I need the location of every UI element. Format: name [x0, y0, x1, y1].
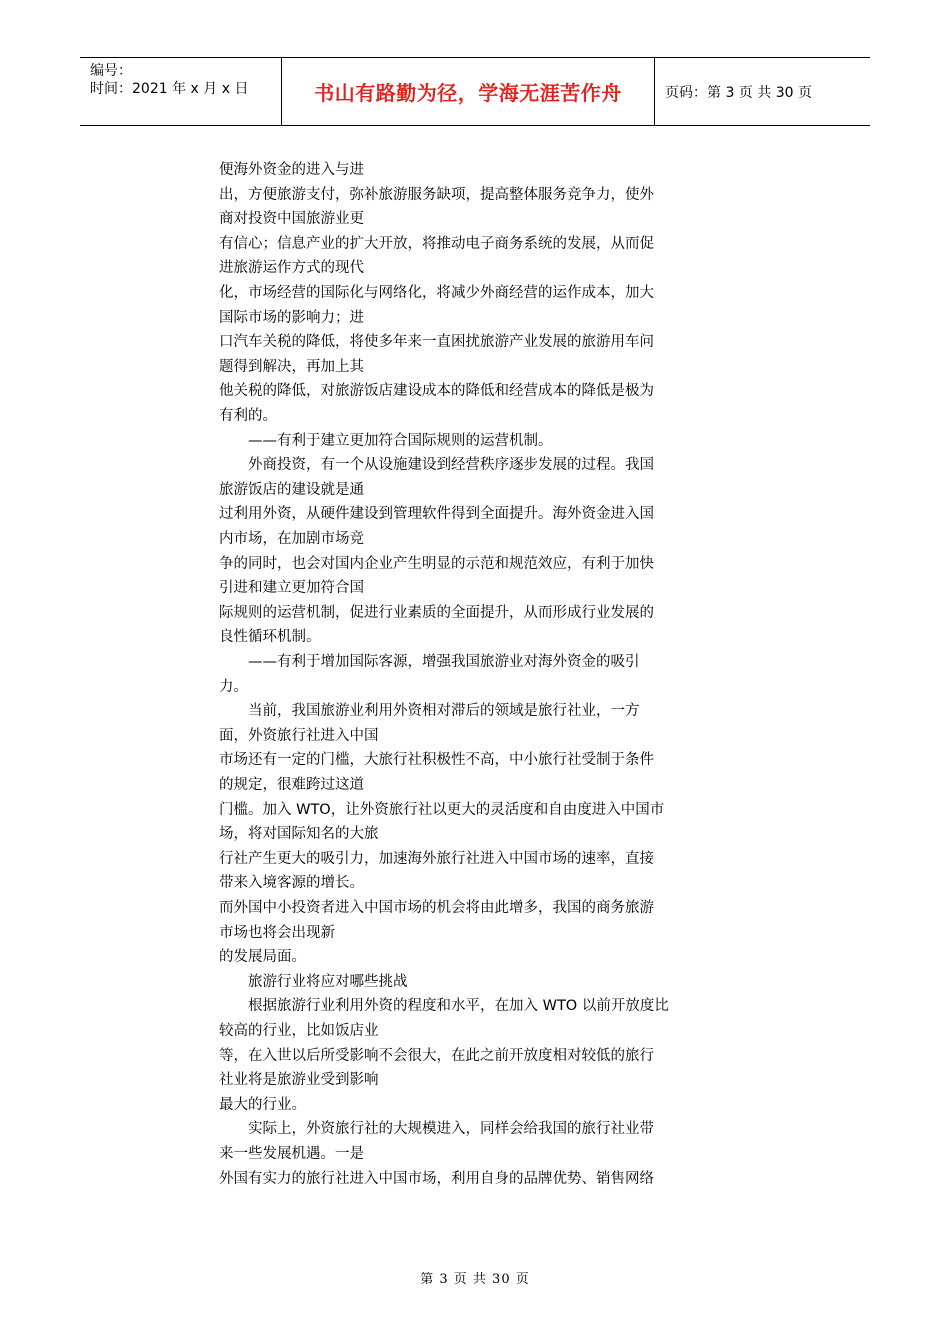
text-line: 出，方便旅游支付，弥补旅游服务缺项，提高整体服务竞争力，使外	[219, 186, 654, 203]
text-line: 争的同时，也会对国内企业产生明显的示范和规范效应，有利于加快	[219, 555, 654, 572]
text-line: 引进和建立更加符合国	[219, 580, 364, 597]
text-line: 力。	[219, 678, 248, 695]
text-line: 市场还有一定的门槛，大旅行社积极性不高，中小旅行社受制于条件	[219, 752, 654, 769]
text-line: 商对投资中国旅游业更	[219, 211, 364, 228]
text-line: 口汽车关税的降低，将使多年来一直困扰旅游产业发展的旅游用车问	[219, 334, 654, 351]
text-line: 良性循环机制。	[219, 629, 321, 646]
text-line: ——有利于建立更加符合国际规则的运营机制。	[248, 432, 553, 449]
text-line: 门槛。加入 WTO，让外资旅行社以更大的灵活度和自由度进入中国市	[219, 801, 665, 818]
text-line: 行社产生更大的吸引力，加速海外旅行社进入中国市场的速率，直接	[219, 850, 654, 867]
text-line: 根据旅游行业利用外资的程度和水平，在加入 WTO 以前开放度比	[248, 998, 669, 1015]
text-line: 他关税的降低，对旅游饭店建设成本的降低和经营成本的降低是极为	[219, 383, 654, 400]
text-line: 便海外资金的进入与进	[219, 162, 364, 178]
text-line: 实际上，外资旅行社的大规模进入，同样会给我国的旅行社业带	[248, 1121, 654, 1138]
text-line: 过利用外资，从硬件建设到管理软件得到全面提升。海外资金进入国	[219, 506, 654, 523]
text-line: 旅游饭店的建设就是通	[219, 481, 364, 498]
text-line: ——有利于增加国际客源，增强我国旅游业对海外资金的吸引	[248, 654, 640, 670]
text-line: 题得到解决，再加上其	[219, 358, 364, 375]
text-line: 外商投资，有一个从设施建设到经营秩序逐步发展的过程。我国	[248, 457, 654, 474]
header-page-number: 页码：第 3 页 共 30 页	[665, 84, 812, 101]
text-line: 外国有实力的旅行社进入中国市场，利用自身的品牌优势、销售网络	[219, 1170, 654, 1187]
text-line: 际规则的运营机制，促进行业素质的全面提升，从而形成行业发展的	[219, 604, 654, 621]
text-line: 最大的行业。	[219, 1096, 306, 1113]
text-line: 场，将对国际知名的大旅	[219, 826, 379, 843]
page-header	[80, 57, 870, 126]
text-line: 而外国中小投资者进入中国市场的机会将由此增多，我国的商务旅游	[219, 900, 654, 916]
text-line: 内市场，在加剧市场竞	[219, 531, 364, 547]
header-motto: 书山有路勤为径，学海无涯苦作舟	[314, 81, 622, 105]
page-footer: 第 3 页 共 30 页	[420, 1272, 530, 1287]
document-time-label: 时间：2021 年 x 月 x 日	[90, 81, 249, 97]
text-line: 的发展局面。	[219, 949, 306, 966]
text-line: 旅游行业将应对哪些挑战	[248, 973, 408, 990]
text-line: 等，在入世以后所受影响不会很大，在此之前开放度相对较低的旅行	[219, 1047, 654, 1064]
text-line: 进旅游运作方式的现代	[219, 260, 364, 277]
text-line: 面，外资旅行社进入中国	[219, 727, 379, 744]
text-line: 有信心；信息产业的扩大开放，将推动电子商务系统的发展，从而促	[219, 235, 654, 252]
text-line: 当前，我国旅游业利用外资相对滞后的领域是旅行社业，一方	[248, 703, 640, 720]
text-line: 来一些发展机遇。一是	[219, 1146, 364, 1162]
text-line: 化，市场经营的国际化与网络化，将减少外商经营的运作成本，加大	[219, 285, 654, 301]
text-line: 带来入境客源的增长。	[219, 875, 364, 892]
header-meta-cell	[80, 58, 282, 125]
header-motto-cell	[282, 58, 655, 125]
text-line: 社业将是旅游业受到影响	[219, 1072, 379, 1089]
text-line: 国际市场的影响力；进	[219, 309, 364, 326]
document-number-label: 编号：	[90, 63, 132, 79]
header-page-cell	[655, 58, 870, 125]
text-line: 市场也将会出现新	[219, 924, 335, 941]
text-line: 的规定，很难跨过这道	[219, 777, 364, 793]
text-line: 有利的。	[219, 408, 277, 424]
text-line: 较高的行业，比如饭店业	[219, 1023, 379, 1039]
